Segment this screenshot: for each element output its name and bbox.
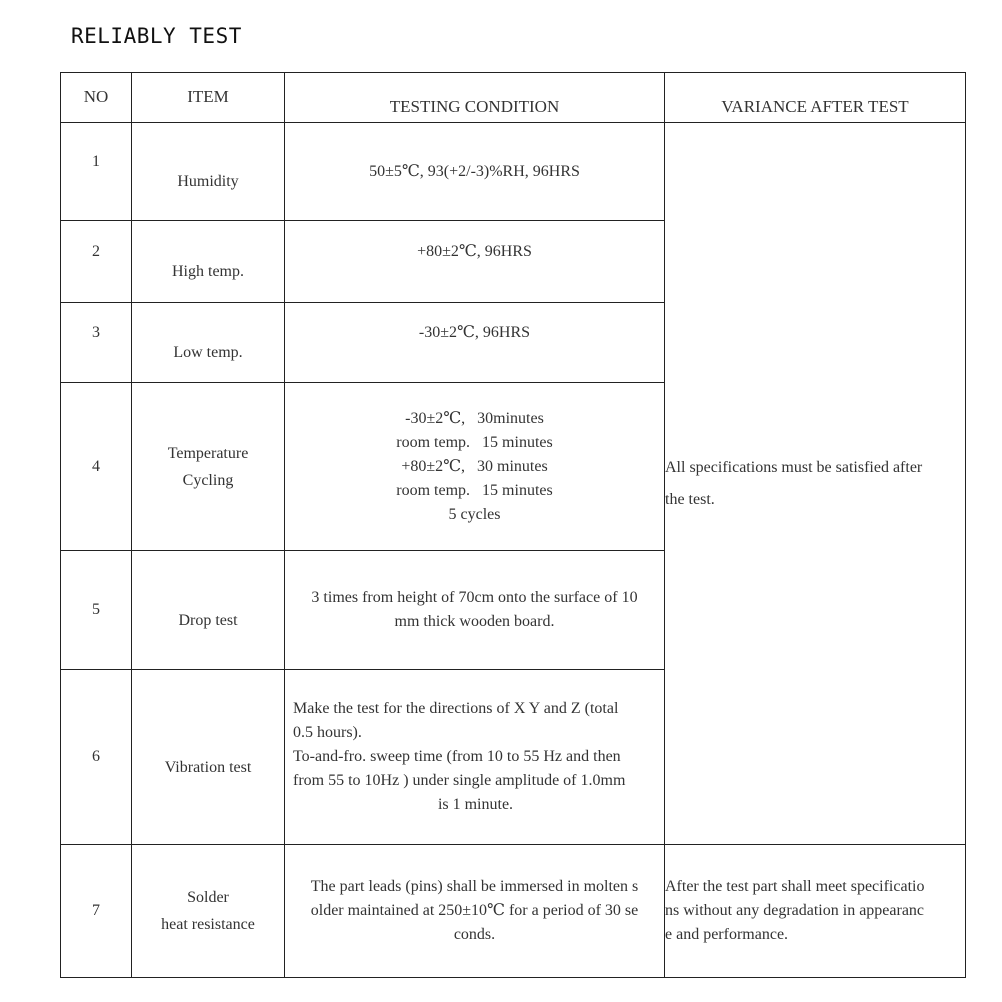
row-no: 4: [61, 383, 132, 551]
header-no: NO: [61, 73, 132, 123]
row-no: 2: [61, 221, 132, 303]
header-item: ITEM: [132, 73, 285, 123]
header-variance-after-test: VARIANCE AFTER TEST: [665, 73, 966, 123]
row-no: 3: [61, 303, 132, 383]
row-item: Vibration test: [132, 670, 285, 845]
reliability-test-table: [60, 72, 966, 978]
row-condition: 50±5℃, 93(+2/-3)%RH, 96HRS: [285, 123, 665, 221]
row-item: Temperature Cycling: [132, 383, 285, 551]
row-no: 7: [61, 845, 132, 978]
header-testing-condition: TESTING CONDITION: [285, 73, 665, 123]
variance-common: All specifications must be satisfied after the test.: [665, 123, 966, 845]
row-condition: -30±2℃, 96HRS: [285, 303, 665, 383]
row-condition: 3 times from height of 70cm onto the surface of 10 mm thick wooden board.: [285, 551, 665, 670]
row-no: 1: [61, 123, 132, 221]
row-item: Drop test: [132, 551, 285, 670]
row-condition: +80±2℃, 96HRS: [285, 221, 665, 303]
row-item: Low temp.: [132, 303, 285, 383]
row-condition: -30±2℃, 30minutes room temp. 15 minutes +80±2℃, 30 minutes room temp. 15 minutes 5 cycles: [285, 383, 665, 551]
row-condition: The part leads (pins) shall be immersed in molten s older maintained at 250±10℃ for a period of 30 se conds.: [285, 845, 665, 978]
row-item: High temp.: [132, 221, 285, 303]
row-item: Humidity: [132, 123, 285, 221]
row-item: Solder heat resistance: [132, 845, 285, 978]
table-row: [61, 123, 966, 221]
table-row: [61, 845, 966, 978]
variance-solder: After the test part shall meet specificatio ns without any degradation in appearanc e and performance.: [665, 845, 966, 978]
row-no: 6: [61, 670, 132, 845]
row-no: 5: [61, 551, 132, 670]
table-header-row: [61, 73, 966, 123]
page-title: RELIABLY TEST: [71, 24, 242, 48]
row-condition: Make the test for the directions of X Y and Z (total 0.5 hours). To-and-fro. sweep time (from 10 to 55 Hz and then from 55 to 10Hz ) under single amplitude of 1.0mm is 1 minute.: [285, 670, 665, 845]
